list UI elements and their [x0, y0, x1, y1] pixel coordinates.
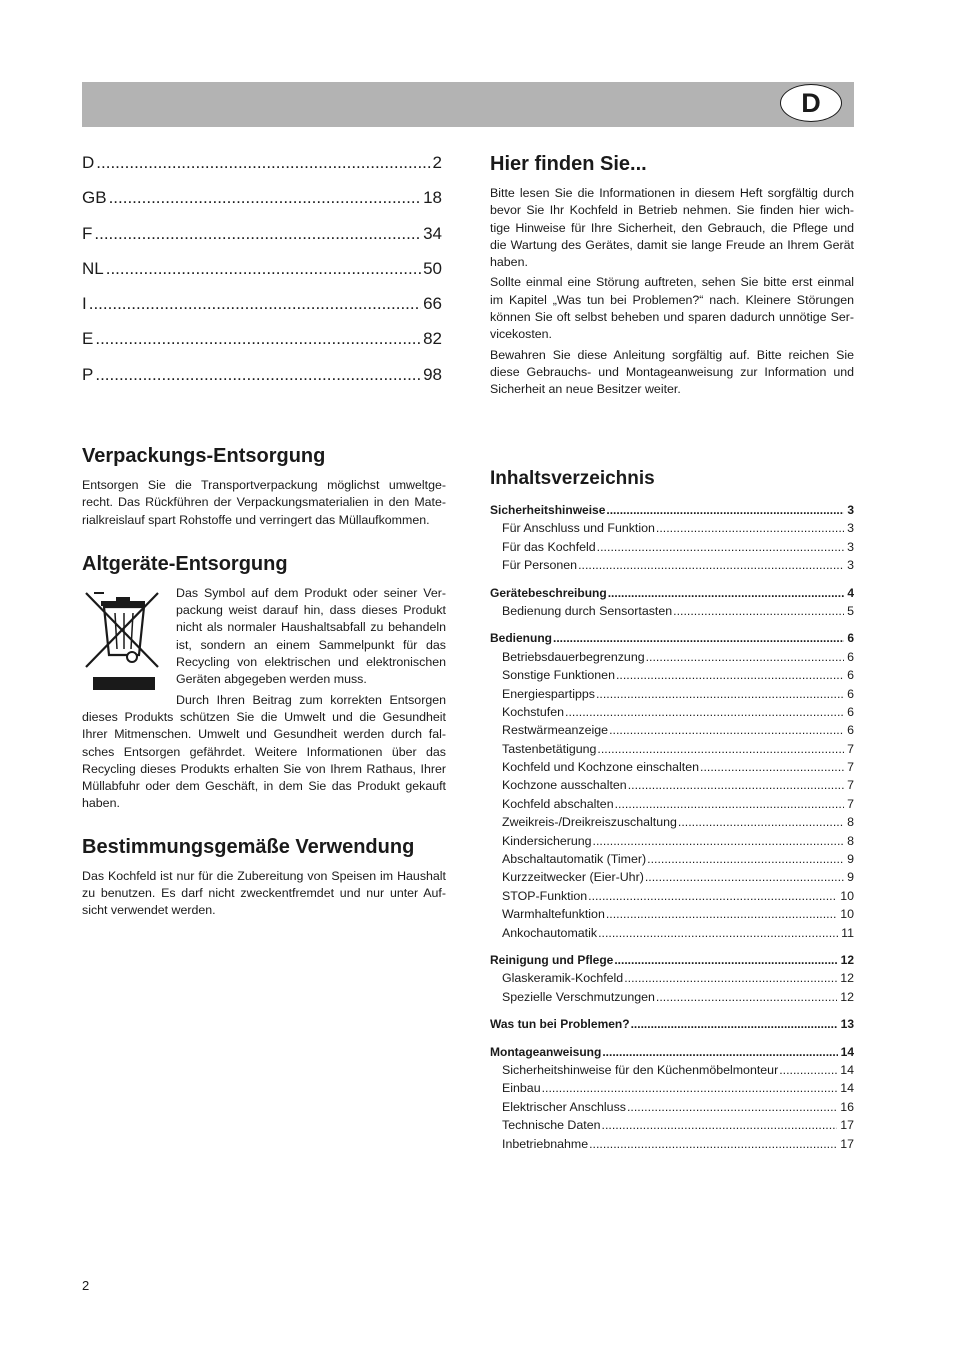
toc-item [490, 907, 854, 925]
old-appliance-text: Durch Ihren Beitrag zum korrekten Entsorgen dieses Produkts schützen Sie die Umwelt und die Gesundheit Ihrer Mitmenschen. Umwelt und Gesundheit werden durch fal-sches Entsorgen gefährdet. Weitere Informationen über das Recycling dieses Produkts erhalten Sie von Ihrem Rathaus, Ihrer Müllabfuhr oder dem Geschäft, in dem Sie das Produkt gekauft haben. [82, 692, 446, 811]
dot-leader [95, 329, 421, 349]
toc-page: 12 [840, 971, 854, 986]
language-code: GB [82, 188, 107, 208]
toc-section-label: Gerätebeschreibung [490, 585, 607, 600]
toc-item [490, 760, 854, 778]
dot-leader [96, 153, 430, 173]
toc-page: 14 [840, 1044, 854, 1059]
toc-spacer [490, 622, 854, 631]
language-code: P [82, 364, 94, 384]
toc-page: 13 [840, 1017, 854, 1032]
language-index-row [82, 365, 442, 400]
dot-leader [106, 259, 421, 279]
toc-item [490, 1100, 854, 1118]
dot-leader [602, 1118, 838, 1132]
toc-item-label: Sicherheitshinweise für den Küchenmöbelmonteur [502, 1062, 779, 1077]
language-index-row [82, 259, 442, 294]
language-page: 18 [423, 188, 442, 208]
toc-section-label: Sicherheitshinweise [490, 503, 606, 517]
intro-section [490, 152, 854, 402]
language-code: D [82, 153, 95, 172]
header-bar [82, 82, 854, 127]
toc-spacer [490, 1036, 854, 1045]
old-appliance-text: Das Symbol auf dem Produkt oder seiner Ver-packung weist darauf hin, dass dieses Produkt nicht als normaler Haushaltsabfall zu behandeln ist, sondern an einem Sammelpunkt für das Recycling von elektrischen und elektronischen Geräten abgegeben werden muss. [176, 585, 446, 687]
dot-leader [628, 778, 844, 792]
page-number: 2 [82, 1278, 90, 1293]
toc-page: 17 [840, 1136, 854, 1151]
language-page: 98 [423, 364, 442, 384]
toc-page: 11 [841, 925, 854, 940]
dot-leader [109, 188, 422, 208]
toc-item [490, 1081, 854, 1099]
toc-item [490, 852, 854, 870]
toc-item [490, 705, 854, 723]
toc-spacer [490, 944, 854, 953]
toc-item [490, 604, 854, 622]
intro-paragraph: Bewahren Sie diese Anleitung sorgfältig auf. Bitte reichen Sie diese Gebrauchs- und Montageanweisung zur Information und Sicherheit an neue Besitzer weiter. [490, 347, 854, 397]
toc-item-label: Kochfeld abschalten [502, 796, 614, 811]
dot-leader [779, 1063, 837, 1077]
toc-title: Inhaltsverzeichnis [490, 468, 655, 489]
dot-leader [606, 907, 837, 921]
language-code: F [82, 223, 93, 243]
language-index-row [82, 224, 442, 259]
dot-leader [609, 723, 844, 737]
left-column [82, 444, 446, 923]
intro-title: Hier finden Sie... [490, 153, 647, 175]
toc-page: 3 [847, 558, 854, 573]
toc-item-label: Warmhaltefunktion [502, 907, 605, 922]
toc-page: 3 [847, 503, 854, 517]
old-appliance-title: Altgeräte-Entsorgung [82, 552, 288, 575]
intended-use-text: Das Kochfeld ist nur für die Zubereitung von Speisen im Haushalt zu benutzen. Es darf nicht zweckentfremdet und nur unter Auf-sicht verwendet werden. [82, 868, 446, 918]
dot-leader [646, 650, 844, 664]
dot-leader [608, 586, 845, 600]
toc-page: 3 [847, 521, 854, 536]
dot-leader [542, 1081, 838, 1095]
toc-section-label: Was tun bei Problemen? [490, 1017, 630, 1032]
toc-page: 8 [847, 833, 854, 848]
dot-leader [598, 926, 838, 940]
dot-leader [678, 815, 844, 829]
toc-page: 9 [847, 870, 854, 885]
dot-leader [95, 365, 421, 385]
toc-item [490, 742, 854, 760]
toc-page: 7 [847, 778, 854, 793]
toc-page: 10 [840, 888, 854, 903]
toc-item [490, 687, 854, 705]
toc-item [490, 1118, 854, 1136]
toc-item [490, 540, 854, 558]
toc-section [490, 503, 854, 521]
dot-leader [553, 631, 844, 645]
toc-item-label: STOP-Funktion [502, 888, 588, 903]
dot-leader [616, 668, 844, 682]
toc-page: 6 [847, 631, 854, 646]
table-of-contents [490, 503, 854, 1155]
toc-item [490, 521, 854, 539]
packaging-title: Verpackungs-Entsorgung [82, 445, 326, 467]
toc-section [490, 631, 854, 649]
toc-item-label: Ankochautomatik [502, 925, 598, 940]
toc-section-label: Bedienung [490, 631, 552, 646]
toc-item [490, 1137, 854, 1155]
toc-page: 6 [847, 668, 854, 683]
dot-leader [656, 521, 844, 535]
language-code: I [82, 294, 87, 314]
intro-paragraph: Bitte lesen Sie die Informationen in diesem Heft sorgfältig durch bevor Sie Ihr Kochfeld in Betrieb nehmen. Sie finden hier wich-tige Hinweise für Ihre Sicherheit, den Gebrauch, die Pflege und die Wartung des Gerätes, damit sie lange Freude an Ihrem Gerät haben. [490, 186, 854, 270]
toc-item-label: Inbetriebnahme [502, 1136, 589, 1151]
toc-section-label: Reinigung und Pflege [490, 952, 614, 967]
toc-page: 16 [840, 1099, 854, 1114]
toc-page: 6 [847, 723, 854, 738]
toc-item-label: Elektrischer Anschluss [502, 1099, 626, 1114]
dot-leader [606, 503, 844, 517]
dot-leader [589, 1137, 837, 1151]
dot-leader [656, 990, 837, 1004]
toc-item-label: Tastenbetätigung [502, 741, 597, 756]
toc-item-label: Restwärmeanzeige [502, 723, 609, 738]
dot-leader [89, 294, 421, 314]
toc-item-label: Betriebsdauerbegrenzung [502, 649, 645, 664]
toc-item [490, 723, 854, 741]
dot-leader [565, 705, 844, 719]
toc-item-label: Glaskeramik-Kochfeld [502, 971, 624, 986]
toc-item [490, 971, 854, 989]
toc-section [490, 953, 854, 971]
dot-leader [578, 558, 844, 572]
toc-section [490, 586, 854, 604]
toc-item-label: Bedienung durch Sensortasten [502, 603, 673, 618]
dot-leader [593, 834, 845, 848]
toc-page: 6 [847, 686, 854, 701]
intro-paragraph: Sollte einmal eine Störung auftreten, sehen Sie bitte erst einmal im Kapitel „Was tun bei Problemen?“ nach. Kleinere Störungen können Sie oft selbst beheben und sparen dadurch unnötige Ser-vicekosten. [490, 275, 854, 342]
toc-item [490, 889, 854, 907]
toc-page: 7 [847, 741, 854, 756]
dot-leader [615, 797, 844, 811]
toc-page: 8 [847, 815, 854, 830]
language-index [82, 153, 442, 400]
toc-page: 14 [840, 1081, 854, 1096]
toc-item-label: Für das Kochfeld [502, 539, 596, 554]
dot-leader [673, 604, 844, 618]
language-page: 66 [423, 294, 442, 314]
toc-item [490, 815, 854, 833]
language-page: 50 [423, 258, 442, 278]
toc-item-label: Energiespartipps [502, 686, 595, 701]
toc-section-label: Montageanweisung [490, 1044, 602, 1059]
dot-leader [647, 852, 844, 866]
toc-section [490, 1045, 854, 1063]
dot-leader [94, 224, 421, 244]
dot-leader [700, 760, 844, 774]
toc-page: 7 [847, 760, 854, 775]
toc-item-label: Kochfeld und Kochzone einschalten [502, 760, 700, 775]
toc-item-label: Technische Daten [502, 1118, 601, 1133]
toc-item-label: Sonstige Funktionen [502, 668, 615, 683]
language-index-row [82, 153, 442, 188]
dot-leader [602, 1045, 837, 1059]
toc-item-label: Einbau [502, 1081, 541, 1096]
language-index-row [82, 329, 442, 364]
toc-page: 4 [847, 585, 854, 600]
toc-item-label: Für Anschluss und Funktion [502, 521, 655, 536]
dot-leader [588, 889, 837, 903]
toc-spacer [490, 577, 854, 586]
toc-spacer [490, 1008, 854, 1017]
toc-page: 12 [840, 952, 854, 967]
toc-item-label: Kindersicherung [502, 833, 592, 848]
toc-item [490, 926, 854, 944]
toc-item [490, 558, 854, 576]
toc-item [490, 797, 854, 815]
toc-page: 12 [840, 989, 854, 1004]
toc-section [490, 1017, 854, 1035]
toc-item-label: Für Personen [502, 558, 578, 573]
toc-item [490, 990, 854, 1008]
language-page: 2 [432, 153, 442, 172]
toc-item-label: Zweikreis-/Dreikreiszuschaltung [502, 815, 677, 830]
packaging-text: Entsorgen Sie die Transportverpackung möglichst umweltge-recht. Das Rückführen der Verpackungsmaterialien in den Mate-rialkreislauf spart Rohstoffe und verringert das Müllaufkommen. [82, 478, 446, 527]
language-page: 82 [423, 329, 442, 349]
toc-page: 6 [847, 649, 854, 664]
toc-page: 7 [847, 796, 854, 811]
dot-leader [596, 687, 844, 701]
weee-icon [82, 587, 162, 692]
toc-item [490, 870, 854, 888]
toc-item [490, 650, 854, 668]
language-index-row [82, 188, 442, 223]
toc-page: 10 [840, 907, 854, 922]
toc-page: 9 [847, 852, 854, 867]
toc-page: 14 [840, 1062, 854, 1077]
toc-item [490, 1063, 854, 1081]
toc-item-label: Kochstufen [502, 704, 564, 719]
toc-item [490, 834, 854, 852]
language-page: 34 [423, 223, 442, 243]
dot-leader [597, 742, 844, 756]
language-code: E [82, 329, 94, 349]
toc-item-label: Kurzzeitwecker (Eier-Uhr) [502, 870, 644, 885]
toc-page: 5 [847, 603, 854, 618]
toc-item-label: Abschaltautomatik (Timer) [502, 852, 647, 867]
dot-leader [645, 870, 844, 884]
language-badge: D [780, 84, 842, 122]
language-index-row [82, 294, 442, 329]
dot-leader [597, 540, 844, 554]
toc-item-label: Kochzone ausschalten [502, 778, 627, 793]
dot-leader [627, 1100, 837, 1114]
toc-item [490, 668, 854, 686]
language-code: NL [82, 258, 104, 278]
toc-page: 3 [847, 539, 854, 554]
toc-item-label: Spezielle Verschmutzungen [502, 989, 655, 1004]
dot-leader [631, 1017, 838, 1031]
intended-use-title: Bestimmungsgemäße Verwendung [82, 835, 415, 858]
toc-page: 17 [840, 1118, 854, 1133]
toc-item [490, 778, 854, 796]
dot-leader [624, 971, 837, 985]
toc-page: 6 [847, 704, 854, 719]
dot-leader [614, 953, 837, 967]
